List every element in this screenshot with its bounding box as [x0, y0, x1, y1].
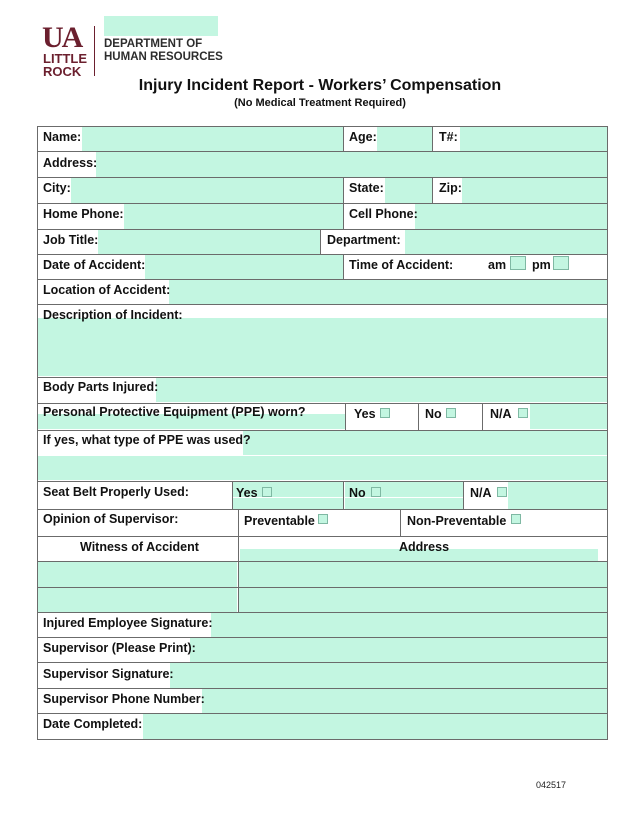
- pm-label: pm: [532, 258, 551, 272]
- preventable-label: Preventable: [244, 514, 315, 528]
- form-number: 042517: [536, 780, 567, 790]
- seat-belt-na-label: N/A: [470, 486, 492, 500]
- name-label: Name:: [43, 130, 82, 144]
- home-phone-input[interactable]: [124, 204, 343, 229]
- ppe-type-input-2[interactable]: [38, 456, 607, 480]
- supervisor-signature-input[interactable]: [170, 663, 607, 688]
- ppe-yes-label: Yes: [354, 407, 376, 421]
- page-title: Injury Incident Report - Workers’ Compensation: [138, 77, 502, 94]
- location-label: Location of Accident:: [43, 283, 171, 297]
- non-preventable-label: Non-Preventable: [407, 514, 507, 528]
- supervisor-print-input[interactable]: [190, 638, 607, 662]
- supervisor-print-label: Supervisor (Please Print):: [43, 641, 196, 655]
- logo-little-rock: [43, 52, 87, 78]
- injured-signature-label: Injured Employee Signature:: [43, 616, 213, 630]
- age-input[interactable]: [377, 127, 432, 151]
- seat-belt-no-label: No: [349, 486, 366, 500]
- seat-belt-fill-3[interactable]: [508, 482, 607, 509]
- body-parts-label: Body Parts Injured:: [43, 380, 159, 394]
- am-label: am: [488, 258, 507, 272]
- description-label: Description of Incident:: [43, 308, 183, 322]
- injured-signature-input[interactable]: [211, 613, 607, 637]
- age-label: Age:: [349, 130, 377, 144]
- tnum-input[interactable]: [460, 127, 607, 151]
- job-title-input[interactable]: [98, 230, 320, 254]
- address-col-header: Address: [399, 540, 450, 554]
- department-input[interactable]: [405, 230, 607, 254]
- zip-input[interactable]: [462, 178, 607, 203]
- witness-header: Witness of Accident: [80, 540, 199, 554]
- dept-line-1: DEPARTMENT OF: [104, 38, 203, 50]
- date-of-accident-input[interactable]: [145, 255, 343, 279]
- header-input[interactable]: [104, 16, 218, 36]
- zip-label: Zip:: [439, 181, 462, 195]
- seat-belt-na-checkbox[interactable]: [497, 487, 507, 497]
- name-input[interactable]: [82, 127, 343, 151]
- tnum-label: T#:: [439, 130, 458, 144]
- am-checkbox[interactable]: [510, 256, 526, 270]
- supervisor-phone-label: Supervisor Phone Number:: [43, 692, 205, 706]
- address-label: Address:: [43, 156, 98, 170]
- logo-ua-mark: UA: [42, 21, 82, 54]
- time-of-accident-label: Time of Accident:: [349, 258, 454, 272]
- date-completed-input[interactable]: [143, 714, 607, 739]
- date-completed-label: Date Completed:: [43, 717, 143, 731]
- logo-line-1: LITTLE: [43, 51, 88, 66]
- body-parts-input[interactable]: [156, 378, 607, 402]
- city-input[interactable]: [71, 178, 343, 203]
- home-phone-label: Home Phone:: [43, 207, 124, 221]
- address-input[interactable]: [96, 152, 607, 177]
- dept-line-2: HUMAN RESOURCES: [104, 51, 223, 63]
- ppe-no-label: No: [425, 407, 442, 421]
- supervisor-signature-label: Supervisor Signature:: [43, 667, 174, 681]
- state-input[interactable]: [385, 178, 432, 203]
- logo-divider: [94, 26, 95, 76]
- witness-address-2[interactable]: [239, 588, 607, 612]
- ppe-no-checkbox[interactable]: [446, 408, 456, 418]
- ppe-worn-label: Personal Protective Equipment (PPE) worn?: [43, 405, 306, 419]
- witness-name-1[interactable]: [38, 562, 237, 587]
- department-name: [104, 38, 223, 64]
- ppe-type-input[interactable]: [243, 431, 607, 455]
- seat-belt-yes-checkbox[interactable]: [262, 487, 272, 497]
- cell-phone-input[interactable]: [415, 204, 607, 229]
- ppe-yes-checkbox[interactable]: [380, 408, 390, 418]
- location-input[interactable]: [169, 280, 607, 304]
- logo-line-2: ROCK: [43, 64, 82, 79]
- description-textarea[interactable]: [38, 318, 607, 376]
- cell-phone-label: Cell Phone:: [349, 207, 418, 221]
- page-subtitle: (No Medical Treatment Required): [234, 97, 406, 109]
- job-title-label: Job Title:: [43, 233, 99, 247]
- city-label: City:: [43, 181, 71, 195]
- ppe-na-checkbox[interactable]: [518, 408, 528, 418]
- ppe-na-label: N/A: [490, 407, 512, 421]
- date-of-accident-label: Date of Accident:: [43, 258, 146, 272]
- supervisor-phone-input[interactable]: [202, 689, 607, 713]
- witness-address-1[interactable]: [239, 562, 607, 587]
- seat-belt-label: Seat Belt Properly Used:: [43, 485, 189, 499]
- state-label: State:: [349, 181, 384, 195]
- ppe-type-label: If yes, what type of PPE was used?: [43, 433, 251, 447]
- opinion-label: Opinion of Supervisor:: [43, 512, 179, 526]
- non-preventable-checkbox[interactable]: [511, 514, 521, 524]
- witness-name-2[interactable]: [38, 588, 237, 612]
- department-label: Department:: [327, 233, 401, 247]
- pm-checkbox[interactable]: [553, 256, 569, 270]
- seat-belt-yes-label: Yes: [236, 486, 258, 500]
- ppe-na-fill[interactable]: [530, 404, 607, 429]
- seat-belt-no-checkbox[interactable]: [371, 487, 381, 497]
- preventable-checkbox[interactable]: [318, 514, 328, 524]
